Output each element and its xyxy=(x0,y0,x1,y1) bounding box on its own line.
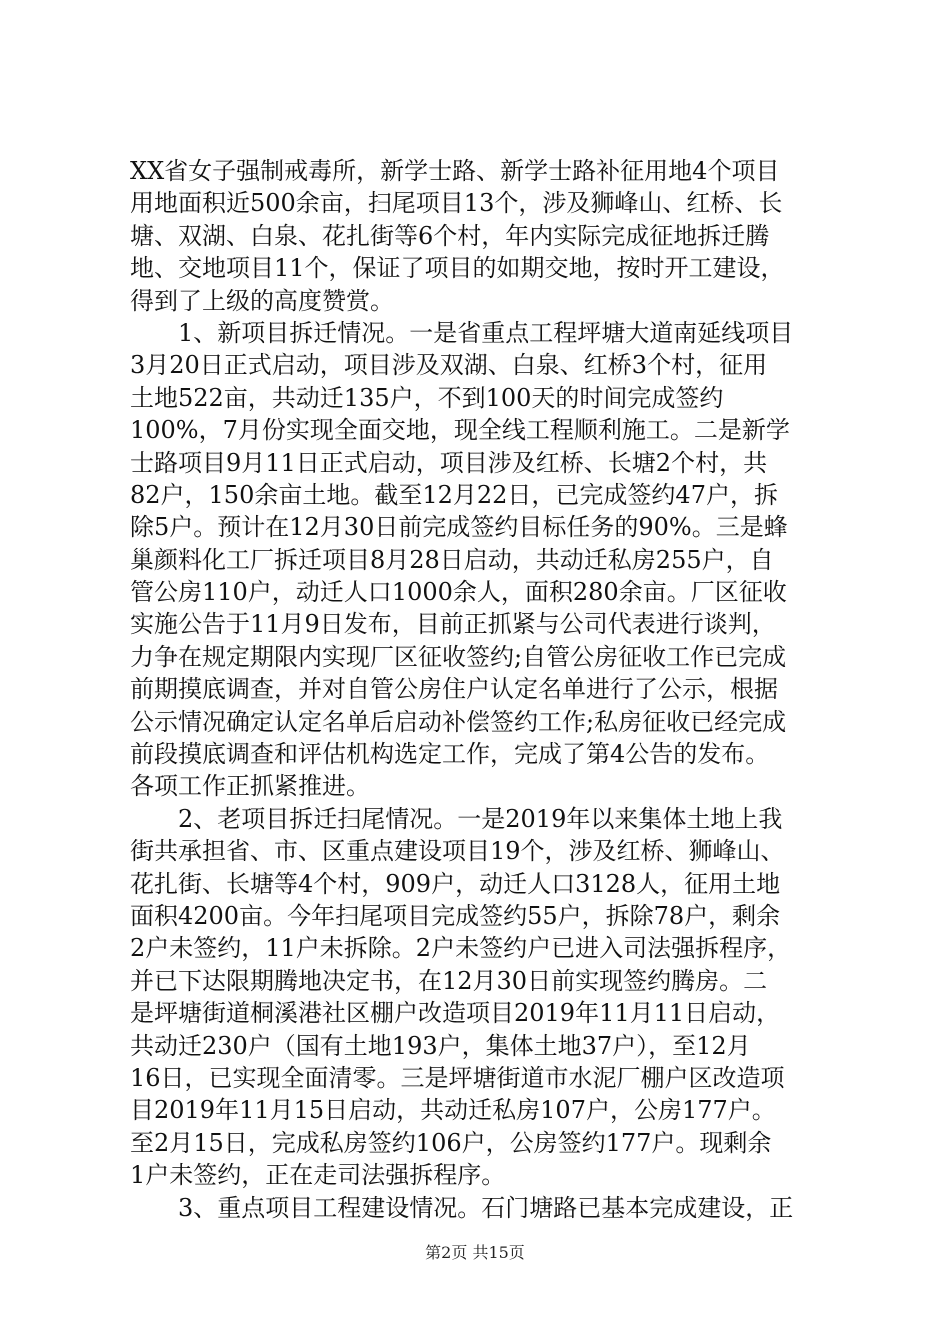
text-line: 各项工作正抓紧推进。 xyxy=(130,772,370,801)
text-line: 1户未签约，正在走司法强拆程序。 xyxy=(130,1161,506,1190)
text-line: 力争在规定期限内实现厂区征收签约;自管公房征收工作已完成 xyxy=(130,642,787,671)
text-line: 2、老项目拆迁扫尾情况。一是2019年以来集体土地上我 xyxy=(130,804,783,833)
text-line: 得到了上级的高度赞赏。 xyxy=(130,286,394,315)
text-line: 地、交地项目11个，保证了项目的如期交地，按时开工建设， xyxy=(130,254,785,283)
text-line: XX省女子强制戒毒所，新学士路、新学士路补征用地4个项目 xyxy=(130,157,780,185)
text-line: 前期摸底调查，并对自管公房住户认定名单进行了公示，根据 xyxy=(130,675,778,704)
text-line: 100%，7月份实现全面交地，现全线工程顺利施工。二是新学 xyxy=(130,416,790,445)
text-line: 共动迁230户（国有土地193户，集体土地37户），至12月 xyxy=(130,1031,751,1060)
page-number-footer: 第2页 共15页 xyxy=(425,1243,525,1262)
text-line: 用地面积近500余亩，扫尾项目13个，涉及狮峰山、红桥、长 xyxy=(130,189,783,218)
text-line: 1、新项目拆迁情况。一是省重点工程坪塘大道南延线项目 xyxy=(130,318,794,347)
text-line: 管公房110户，动迁人口1000余人，面积280余亩。厂区征收 xyxy=(130,578,787,607)
text-line: 并已下达限期腾地决定书，在12月30日前实现签约腾房。二 xyxy=(130,966,768,995)
text-line: 目2019年11月15日启动，共动迁私房107户，公房177户。 xyxy=(130,1096,776,1125)
text-line: 塘、双湖、白泉、花扎街等6个村，年内实际完成征地拆迁腾 xyxy=(130,221,770,250)
text-line: 实施公告于11月9日发布，目前正抓紧与公司代表进行谈判， xyxy=(130,610,776,639)
text-line: 3月20日正式启动，项目涉及双湖、白泉、红桥3个村，征用 xyxy=(130,351,768,380)
text-line: 至2月15日，完成私房签约106户，公房签约177户。现剩余 xyxy=(130,1128,772,1157)
text-line: 巢颜料化工厂拆迁项目8月28日启动，共动迁私房255户，自 xyxy=(130,545,774,574)
text-line: 花扎街、长塘等4个村，909户，动迁人口3128人，征用土地 xyxy=(130,869,781,898)
text-line: 前段摸底调查和评估机构选定工作，完成了第4公告的发布。 xyxy=(130,740,770,769)
text-line: 除5户。预计在12月30日前完成签约目标任务的90%。三是蜂 xyxy=(130,513,788,542)
text-line: 16日，已实现全面清零。三是坪塘街道市水泥厂棚户区改造项 xyxy=(130,1063,785,1092)
text-line: 士路项目9月11日正式启动，项目涉及红桥、长塘2个村，共 xyxy=(130,448,768,477)
text-line: 82户，150余亩土地。截至12月22日，已完成签约47户，拆 xyxy=(130,480,778,509)
text-line: 面积4200亩。今年扫尾项目完成签约55户，拆除78户，剩余 xyxy=(130,901,781,930)
text-line: 3、重点项目工程建设情况。石门塘路已基本完成建设，正 xyxy=(130,1193,794,1222)
document-body xyxy=(130,155,825,1224)
text-line: 街共承担省、市、区重点建设项目19个，涉及红桥、狮峰山、 xyxy=(130,837,785,866)
text-line: 土地522亩，共动迁135户，不到100天的时间完成签约 xyxy=(130,383,724,412)
text-line: 是坪塘街道桐溪港社区棚户改造项目2019年11月11日启动， xyxy=(130,999,781,1028)
text-line: 公示情况确定认定名单后启动补偿签约工作;私房征收已经完成 xyxy=(130,707,787,736)
text-line: 2户未签约，11户未拆除。2户未签约户已进入司法强拆程序， xyxy=(130,934,792,963)
